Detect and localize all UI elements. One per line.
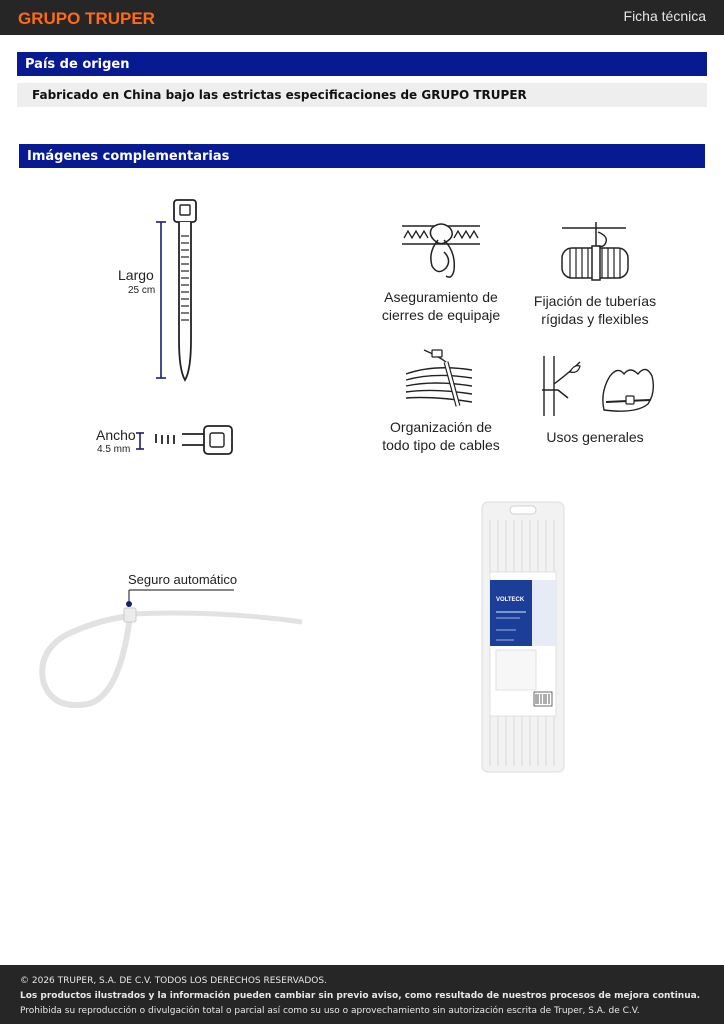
use-cables-caption: Organización de todo tipo de cables bbox=[382, 419, 500, 453]
document-type: Ficha técnica bbox=[623, 8, 706, 24]
footer-copyright: © 2026 TRUPER, S.A. DE C.V. TODOS LOS DERECHOS RESERVADOS. bbox=[20, 976, 327, 986]
use-luggage-caption: Aseguramiento de cierres de equipaje bbox=[381, 289, 501, 323]
width-label: Ancho bbox=[96, 427, 136, 443]
width-value: 4.5 mm bbox=[97, 444, 131, 455]
cable-tie-photo bbox=[36, 586, 310, 712]
top-bar bbox=[0, 0, 724, 35]
truper-logo: GRUPO TRUPER bbox=[18, 9, 155, 28]
cable-bundle-icon bbox=[404, 346, 476, 410]
use-general-caption: Usos generales bbox=[546, 429, 644, 445]
general-use-icon bbox=[540, 352, 658, 418]
length-value: 25 cm bbox=[128, 285, 156, 296]
pipe-icon bbox=[556, 222, 636, 284]
footer-notice: Los productos ilustrados y la información pueden cambiar sin previo aviso, como resultado de nuestros procesos de mejora continua. bbox=[20, 991, 701, 1001]
origin-text: Fabricado en China bajo las estrictas especificaciones de GRUPO TRUPER bbox=[17, 83, 707, 107]
product-package-photo bbox=[480, 500, 566, 774]
length-label: Largo bbox=[118, 267, 154, 283]
luggage-icon bbox=[398, 218, 484, 286]
footer bbox=[0, 965, 724, 1024]
use-pipes-caption: Fijación de tuberías rígidas y flexibles bbox=[533, 293, 657, 327]
package-brand: VOLTECK bbox=[496, 597, 525, 603]
section-header-origin: País de origen bbox=[17, 52, 707, 76]
footer-prohibition: Prohibida su reproducción o divulgación total o parcial así como su uso o aprovechamiento sin autorización escrita de Truper, S.A. de C.V. bbox=[20, 1006, 640, 1016]
section-header-images: Imágenes complementarias bbox=[19, 144, 705, 168]
lock-label: Seguro automático bbox=[128, 572, 238, 587]
